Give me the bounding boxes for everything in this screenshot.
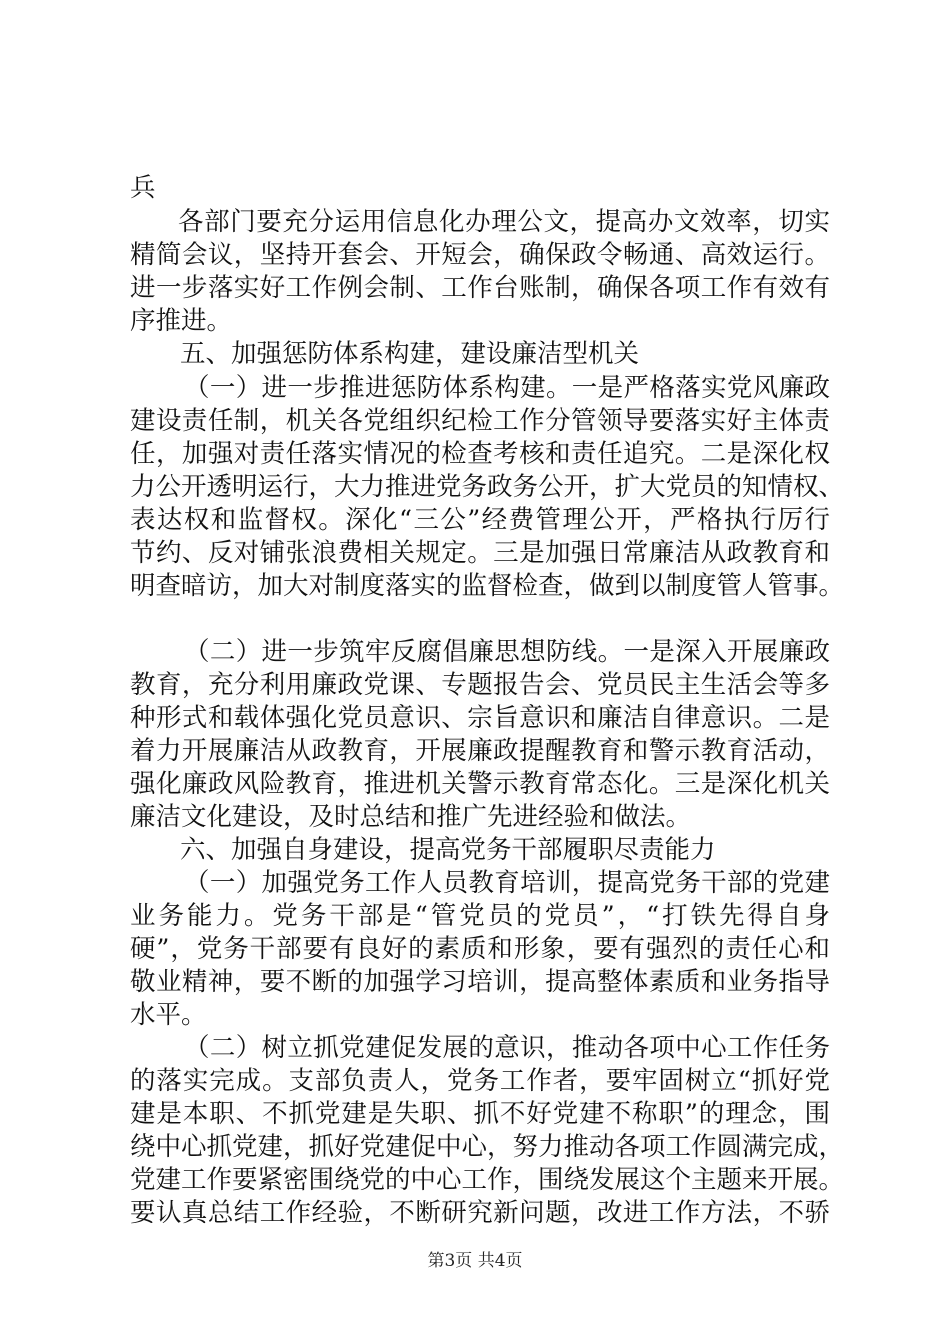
text-line: 种形式和载体强化党员意识、宗旨意识和廉洁自律意识。二是 (130, 703, 830, 733)
text-line: 节约、反对铺张浪费相关规定。三是加强日常廉洁从政教育和 (130, 538, 830, 568)
text-line: 业务能力。党务干部是“管党员的党员”，“打铁先得自身 (130, 901, 830, 931)
text-line: 建是本职、不抓党建是失职、抓不好党建不称职”的理念，围 (130, 1099, 830, 1129)
text-line: 要认真总结工作经验，不断研究新问题，改进工作方法，不骄 (130, 1198, 830, 1228)
text-line: 廉洁文化建设，及时总结和推广先进经验和做法。 (130, 802, 692, 832)
text-line: 建设责任制，机关各党组织纪检工作分管领导要落实好主体责 (130, 406, 830, 436)
text-line: 序推进。 (130, 306, 233, 336)
text-line: 教育，充分利用廉政党课、专题报告会、党员民主生活会等多 (130, 670, 830, 700)
section-heading: 六、加强自身建设，提高党务干部履职尽责能力 (180, 835, 716, 865)
text-line: 明查暗访，加大对制度落实的监督检查，做到以制度管人管事。 (130, 571, 845, 601)
text-line: 任，加强对责任落实情况的检查考核和责任追究。二是深化权 (130, 439, 830, 469)
text-line: 着力开展廉洁从政教育，开展廉政提醒教育和警示教育活动， (130, 736, 830, 766)
text-line: 表达权和监督权。深化“三公”经费管理公开，严格执行厉行 (130, 505, 830, 535)
text-line: 进一步落实好工作例会制、工作台账制，确保各项工作有效有 (130, 273, 830, 303)
text-line: 兵 (130, 173, 156, 203)
text-line: 硬”，党务干部要有良好的素质和形象，要有强烈的责任心和 (130, 934, 830, 964)
text-line: （一）进一步推进惩防体系构建。一是严格落实党风廉政 (184, 373, 830, 403)
text-line: 各部门要充分运用信息化办理公文，提高办文效率，切实 (178, 207, 830, 237)
text-line: （二）树立抓党建促发展的意识，推动各项中心工作任务 (184, 1033, 830, 1063)
text-line: 力公开透明运行，大力推进党务政务公开，扩大党员的知情权、 (130, 472, 845, 502)
text-line: 强化廉政风险教育，推进机关警示教育常态化。三是深化机关 (130, 769, 830, 799)
text-line: 的落实完成。支部负责人，党务工作者，要牢固树立“抓好党 (130, 1066, 830, 1096)
text-line: （一）加强党务工作人员教育培训，提高党务干部的党建 (184, 868, 830, 898)
text-line: 精简会议，坚持开套会、开短会，确保政令畅通、高效运行。 (130, 240, 830, 270)
page-footer: 第3页 共4页 (427, 1251, 523, 1271)
text-line: 绕中心抓党建，抓好党建促中心，努力推动各项工作圆满完成， (130, 1132, 845, 1162)
section-heading: 五、加强惩防体系构建，建设廉洁型机关 (180, 339, 640, 369)
text-line: 党建工作要紧密围绕党的中心工作，围绕发展这个主题来开展。 (130, 1165, 845, 1195)
text-line: 敬业精神，要不断的加强学习培训，提高整体素质和业务指导 (130, 967, 830, 997)
text-line: 水平。 (130, 1000, 207, 1030)
text-line: （二）进一步筑牢反腐倡廉思想防线。一是深入开展廉政 (184, 637, 830, 667)
